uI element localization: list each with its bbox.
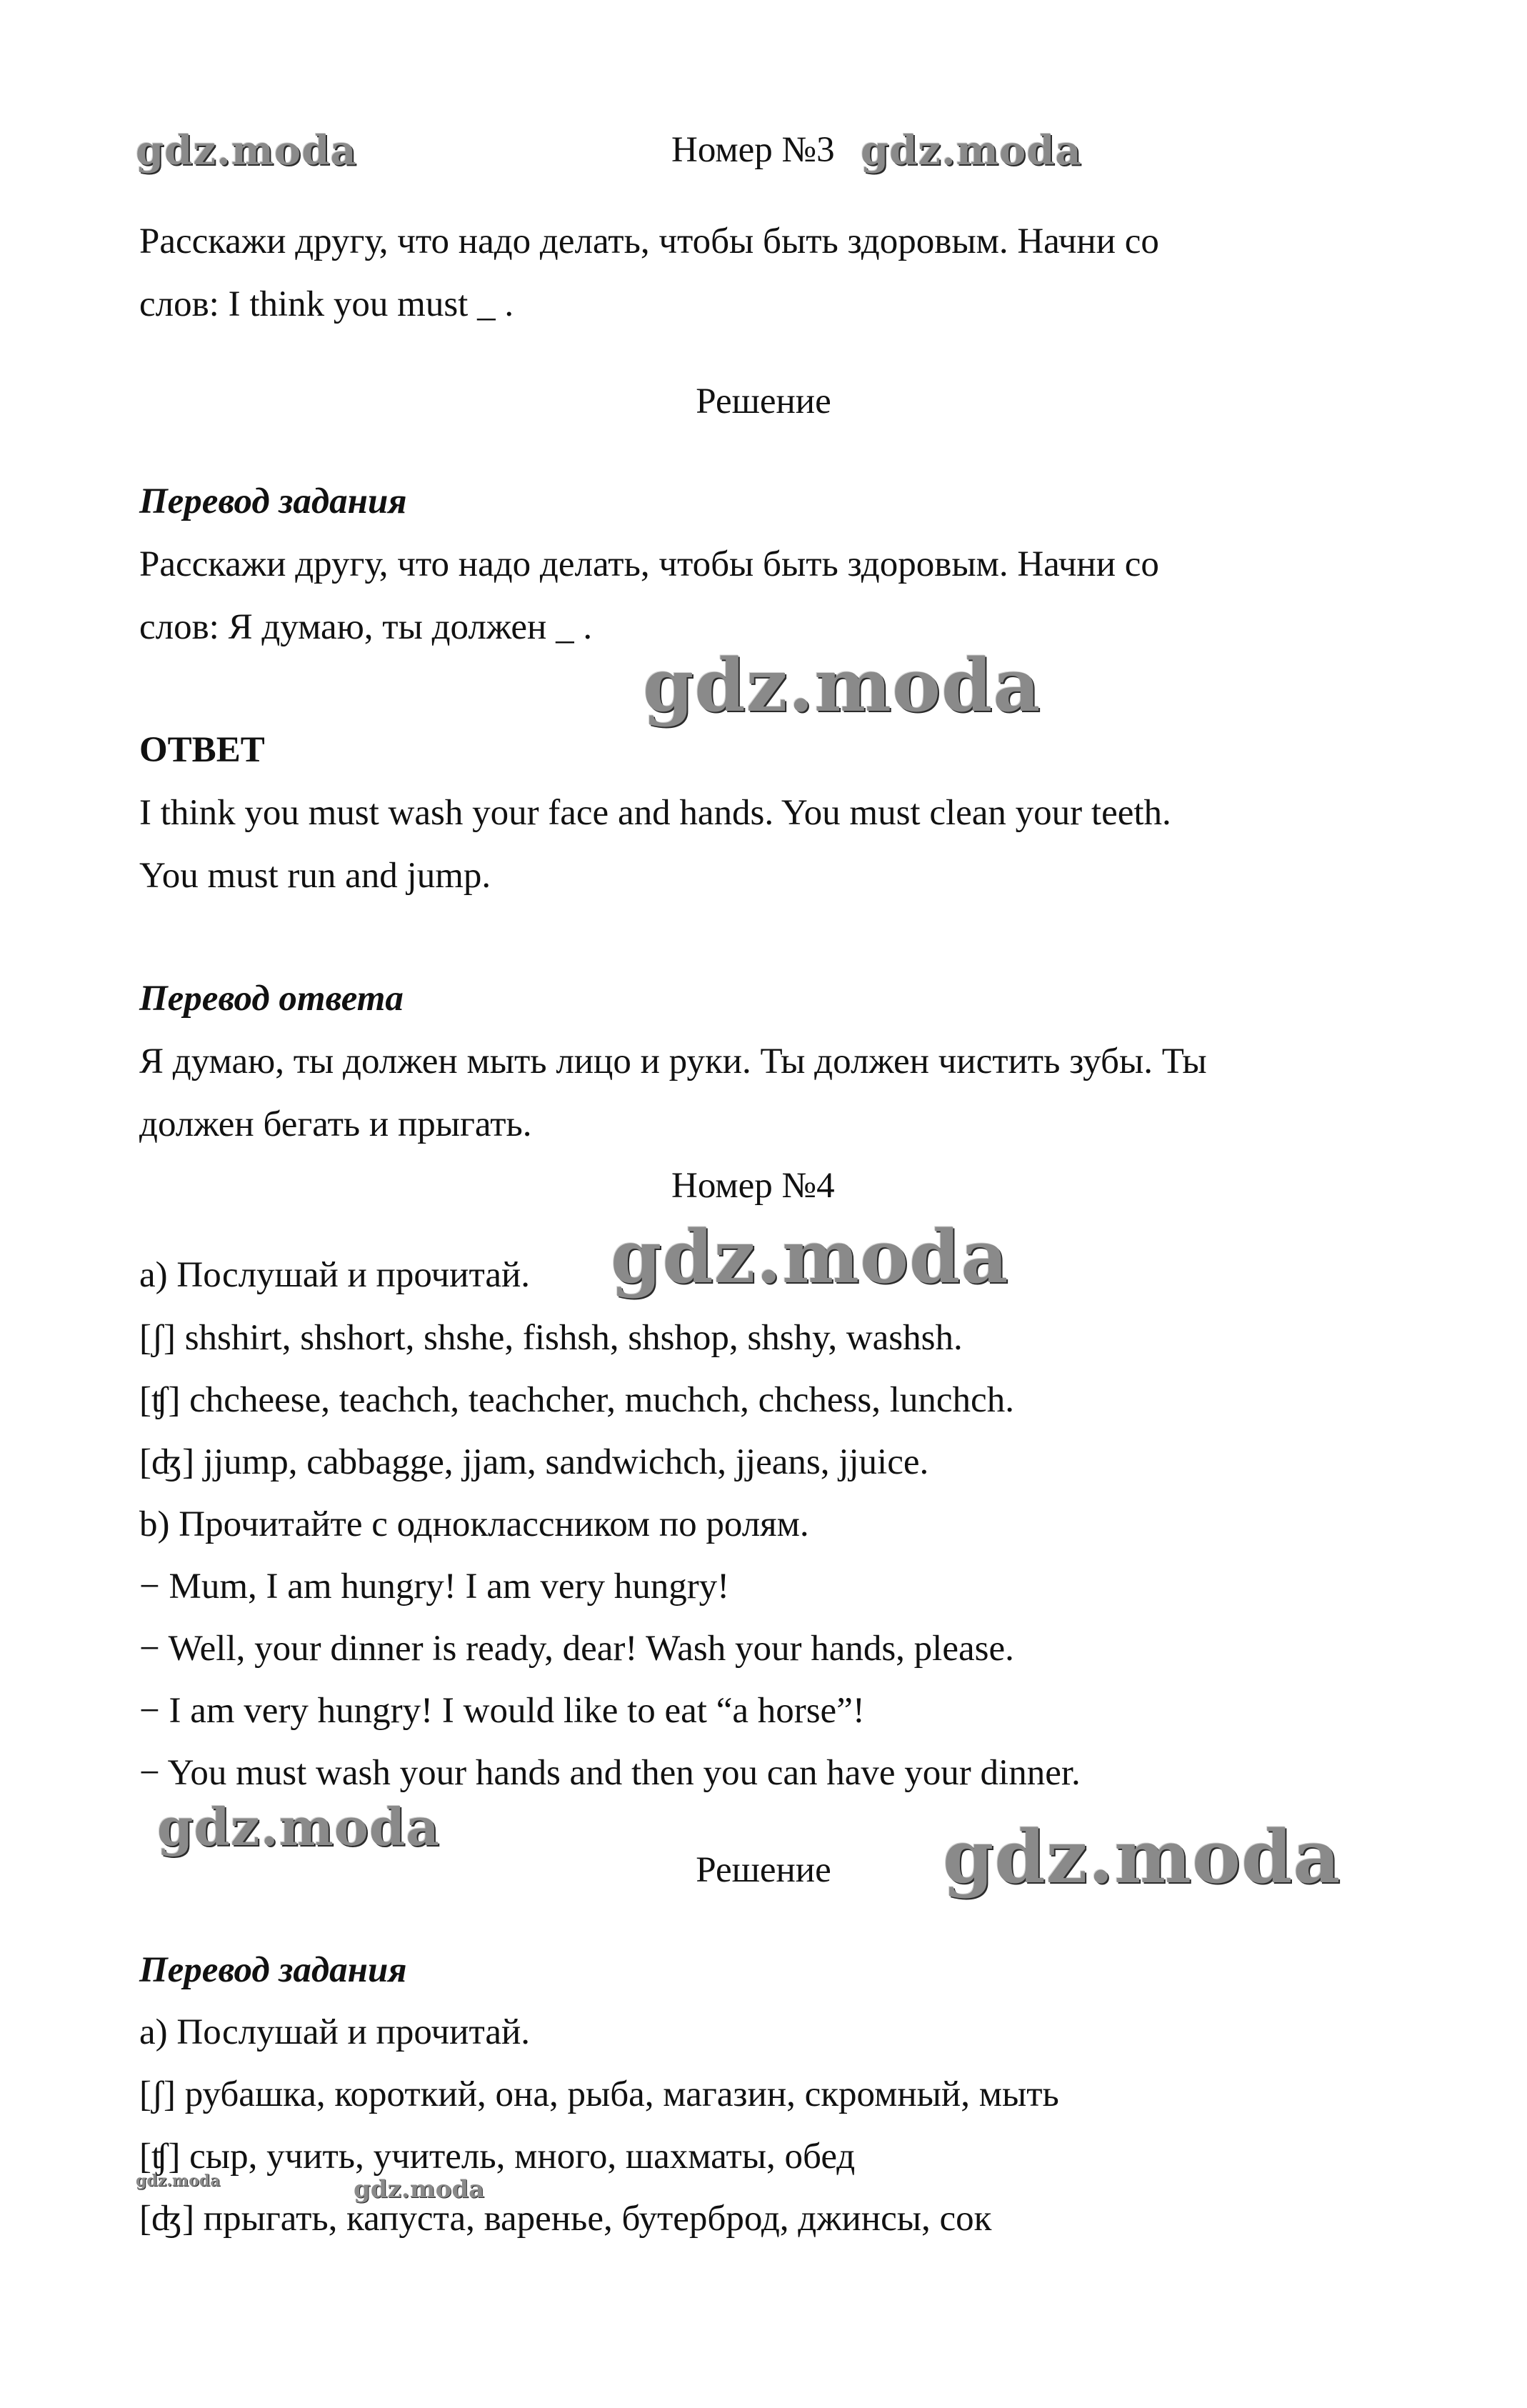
task3-translation-line-2: слов: Я думаю, ты должен _ . <box>139 607 593 647</box>
task4-ch-line: [ʧ] chcheese, teachch, teachcher, muchch, chchess, lunchch. <box>139 1380 1014 1420</box>
watermark-logo: gdz.moda <box>943 1814 1341 1900</box>
dialogue-line: − I am very hungry! I would like to eat “a horse”! <box>139 1691 865 1731</box>
dialogue-line: − Mum, I am hungry! I am very hungry! <box>139 1567 730 1607</box>
task3-text-line-2: слов: I think you must _ . <box>139 284 514 324</box>
watermark-logo: gdz.moda <box>136 2172 221 2190</box>
watermark-logo: gdz.moda <box>354 2175 485 2204</box>
task4-translation-j: [ʤ] прыгать, капуста, варенье, бутерброд, джинсы, сок <box>139 2199 992 2239</box>
watermark-logo: gdz.moda <box>611 1214 1009 1300</box>
task4-part-b: b) Прочитайте с одноклассником по ролям. <box>139 1504 809 1544</box>
dialogue-line: − Well, your dinner is ready, dear! Wash your hands, please. <box>139 1629 1014 1669</box>
watermark-logo: gdz.moda <box>136 127 357 174</box>
task4-part-a: a) Послушай и прочитай. <box>139 1255 531 1295</box>
task3-translation-heading: Перевод задания <box>139 481 407 521</box>
watermark-logo: gdz.moda <box>643 643 1041 729</box>
task4-number: Номер №4 <box>671 1166 835 1206</box>
task3-answer-translation-line-1: Я думаю, ты должен мыть лицо и руки. Ты должен чистить зубы. Ты <box>139 1041 1207 1081</box>
task3-number: Номер №3 <box>671 130 835 170</box>
task4-translation-ch: [ʧ] сыр, учить, учитель, много, шахматы, обед <box>139 2137 856 2177</box>
dialogue-line: − You must wash your hands and then you can have your dinner. <box>139 1753 1081 1793</box>
task4-translation-heading: Перевод задания <box>139 1950 407 1990</box>
task3-answer-heading: ОТВЕТ <box>139 730 265 770</box>
task4-translation-sh: [ʃ] рубашка, короткий, она, рыба, магазин, скромный, мыть <box>139 2074 1059 2114</box>
watermark-logo: gdz.moda <box>861 127 1082 174</box>
task3-answer-line-1: I think you must wash your face and hands. You must clean your teeth. <box>139 793 1171 833</box>
task3-answer-translation-line-2: должен бегать и прыгать. <box>139 1104 532 1144</box>
watermark-logo: gdz.moda <box>157 1797 440 1857</box>
task3-translation-line-1: Расскажи другу, что надо делать, чтобы быть здоровым. Начни со <box>139 544 1159 584</box>
task4-j-line: [ʤ] jjump, cabbagge, jjam, sandwichch, jjeans, jjuice. <box>139 1442 929 1482</box>
task3-text-line-1: Расскажи другу, что надо делать, чтобы быть здоровым. Начни со <box>139 221 1159 261</box>
task4-solution-heading: Решение <box>696 1850 831 1890</box>
task3-solution-heading: Решение <box>696 381 831 421</box>
task4-translation-a: a) Послушай и прочитай. <box>139 2012 531 2052</box>
task3-answer-line-2: You must run and jump. <box>139 856 491 896</box>
task3-answer-translation-heading: Перевод ответа <box>139 979 404 1019</box>
task4-sh-line: [ʃ] shshirt, shshort, shshe, fishsh, shshop, shshy, washsh. <box>139 1318 963 1358</box>
